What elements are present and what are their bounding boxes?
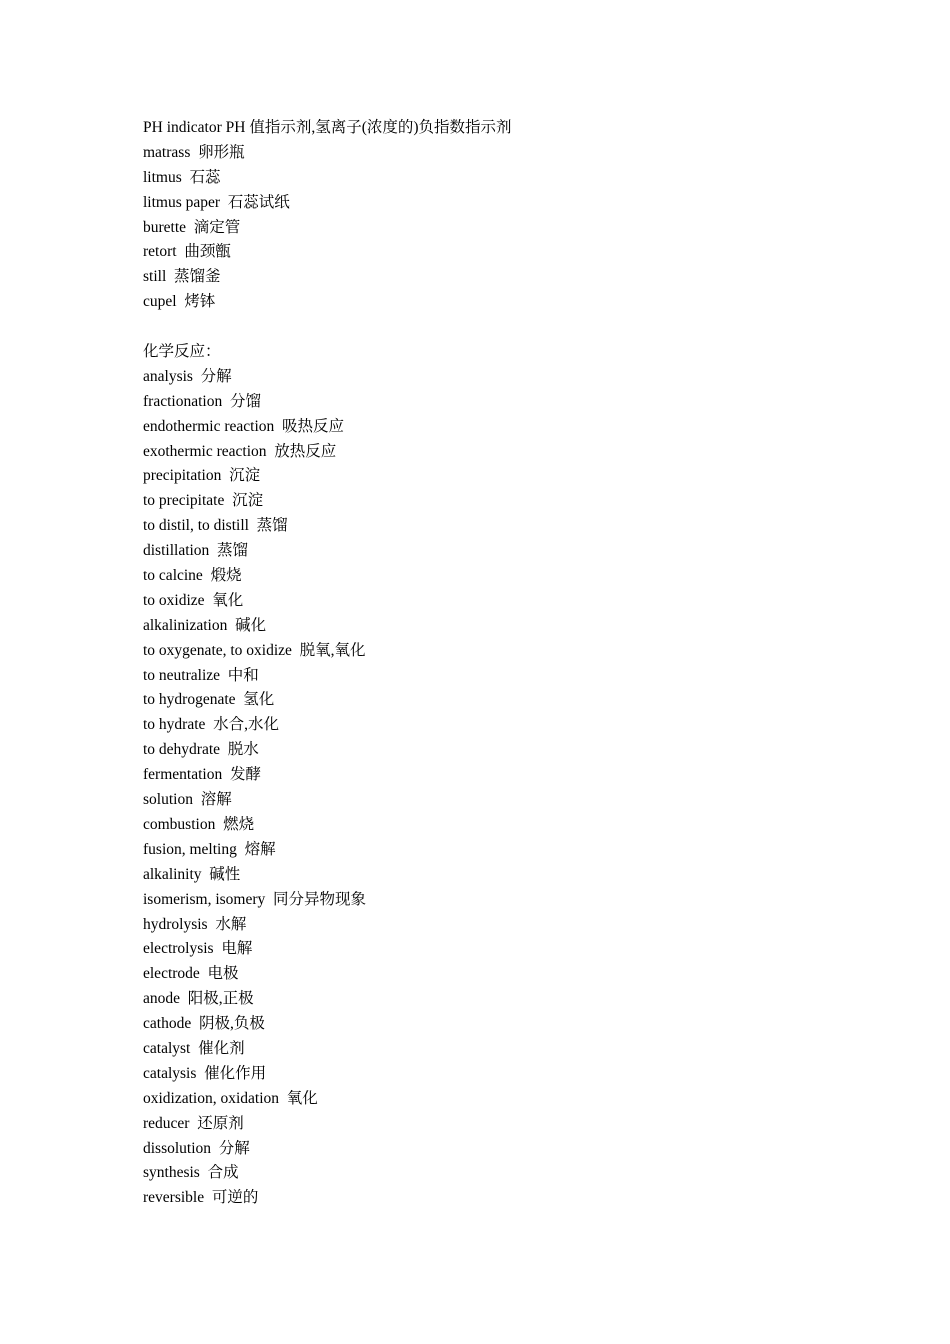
entry-retort: retort 曲颈甑 (143, 243, 231, 261)
section-apparatus (143, 116, 863, 315)
entry-electrolysis: electrolysis 电解 (143, 940, 253, 958)
entry-hydrolysis: hydrolysis 水解 (143, 915, 247, 933)
entry-distillation: distillation 蒸馏 (143, 542, 249, 560)
entry-catalyst: catalyst 催化剂 (143, 1039, 245, 1057)
entry-isomerism: isomerism, isomery 同分异物现象 (143, 890, 367, 908)
entry-fusion-melting: fusion, melting 熔解 (143, 840, 276, 858)
entry-to-dehydrate: to dehydrate 脱水 (143, 741, 259, 759)
blank-line (143, 315, 863, 340)
entry-analysis: analysis 分解 (143, 367, 232, 385)
entry-combustion: combustion 燃烧 (143, 815, 255, 833)
entry-cupel: cupel 烤钵 (143, 293, 216, 311)
entry-alkalinization: alkalinization 碱化 (143, 616, 267, 634)
entry-to-neutralize: to neutralize 中和 (143, 666, 259, 684)
entry-exothermic-reaction: exothermic reaction 放热反应 (143, 442, 337, 460)
document-page (143, 116, 863, 1211)
entry-cathode: cathode 阴极,负极 (143, 1015, 265, 1033)
entry-precipitation: precipitation 沉淀 (143, 467, 261, 485)
entry-endothermic-reaction: endothermic reaction 吸热反应 (143, 417, 345, 435)
entry-to-hydrogenate: to hydrogenate 氢化 (143, 691, 275, 709)
entry-synthesis: synthesis 合成 (143, 1164, 239, 1182)
entry-to-precipitate: to precipitate 沉淀 (143, 492, 264, 510)
entry-matrass: matrass 卵形瓶 (143, 143, 245, 161)
entry-to-distil: to distil, to distill 蒸馏 (143, 517, 288, 535)
entry-oxidization: oxidization, oxidation 氧化 (143, 1089, 318, 1107)
entry-dissolution: dissolution 分解 (143, 1139, 250, 1157)
entry-electrode: electrode 电极 (143, 965, 239, 983)
entry-to-oxygenate: to oxygenate, to oxidize 脱氧,氧化 (143, 641, 366, 659)
entry-fractionation: fractionation 分馏 (143, 392, 261, 410)
entry-solution: solution 溶解 (143, 791, 232, 809)
entry-still: still 蒸馏釜 (143, 268, 221, 286)
entry-fermentation: fermentation 发酵 (143, 766, 261, 784)
section-chemical-reactions (143, 340, 863, 1211)
entry-burette: burette 滴定管 (143, 218, 241, 236)
entry-ph-indicator: PH indicator PH 值指示剂,氢离子(浓度的)负指数指示剂 (143, 119, 512, 136)
entry-to-hydrate: to hydrate 水合,水化 (143, 716, 280, 734)
entry-alkalinity: alkalinity 碱性 (143, 865, 241, 883)
entry-to-oxidize: to oxidize 氧化 (143, 591, 244, 609)
entry-anode: anode 阳极,正极 (143, 990, 254, 1008)
entry-litmus: litmus 石蕊 (143, 168, 221, 186)
entry-catalysis: catalysis 催化作用 (143, 1064, 267, 1082)
entry-reducer: reducer 还原剂 (143, 1114, 244, 1132)
section-heading: 化学反应： (143, 343, 221, 361)
entry-reversible: reversible 可逆的 (143, 1189, 259, 1207)
entry-to-calcine: to calcine 煅烧 (143, 567, 242, 585)
entry-litmus-paper: litmus paper 石蕊试纸 (143, 193, 290, 211)
